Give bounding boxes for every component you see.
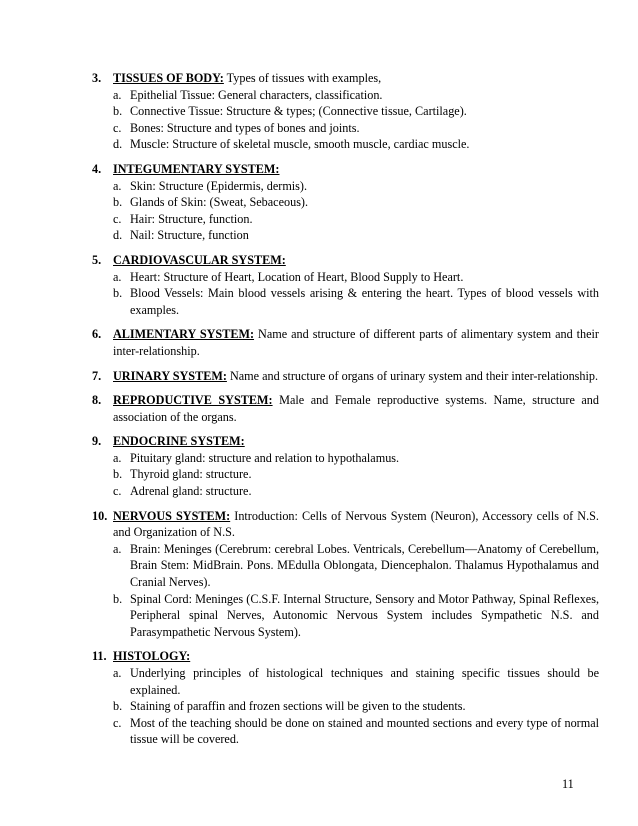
list-item [113, 591, 599, 641]
list-item-letter: d. [113, 137, 123, 152]
section-header [113, 70, 599, 87]
section-number: 8. [92, 393, 102, 408]
list-item [113, 87, 599, 104]
list-item-text: Muscle: Structure of skeletal muscle, smooth muscle, cardiac muscle. [130, 137, 470, 152]
section-heading: CARDIOVASCULAR SYSTEM: [113, 252, 286, 267]
section-header [113, 392, 599, 425]
list-item-letter: b. [113, 104, 123, 119]
list-item [113, 541, 599, 591]
section-heading: NERVOUS SYSTEM: [113, 508, 231, 523]
section-11 [92, 648, 599, 748]
list-item [113, 120, 599, 137]
list-item [113, 483, 599, 500]
list-item-letter: a. [113, 269, 122, 284]
section-number: 4. [92, 161, 102, 176]
list-item-letter: d. [113, 228, 123, 243]
list-item-letter: c. [113, 484, 122, 499]
section-header [113, 326, 599, 359]
section-number: 11. [92, 649, 107, 664]
section-number: 7. [92, 368, 102, 383]
list-item [113, 178, 599, 195]
list-item [113, 450, 599, 467]
section-number: 9. [92, 434, 102, 449]
list-item-text: Adrenal gland: structure. [130, 484, 252, 499]
section-10 [92, 508, 599, 641]
list-item-text: Skin: Structure (Epidermis, dermis). [130, 178, 308, 193]
list-item-text: Blood Vessels: Main blood vessels arising & entering the heart. Types of blood vessels with examples. [130, 286, 599, 317]
list-item [113, 227, 599, 244]
list-item-text: Spinal Cord: Meninges (C.S.F. Internal Structure, Sensory and Motor Pathway, Spinal Reflexes, Peripheral spinal Nerves, Autonomic Nervous System includes Sympathetic N.S. and Parasympathetic Nervous System). [130, 591, 599, 639]
list-item-letter: a. [113, 666, 122, 680]
list-item-letter: c. [113, 715, 122, 730]
section-heading: URINARY SYSTEM: [113, 368, 227, 383]
list-item-letter: c. [113, 211, 122, 226]
section-5 [92, 252, 599, 318]
section-header [113, 161, 599, 178]
section-7 [92, 368, 599, 385]
section-3 [92, 70, 599, 153]
section-heading: INTEGUMENTARY SYSTEM: [113, 161, 280, 176]
list-item-letter: a. [113, 178, 122, 193]
list-item-letter: a. [113, 450, 122, 465]
section-description: Male and Female reproductive systems. Name, structure and association of the organs. [113, 393, 599, 424]
list-item-letter: b. [113, 286, 123, 301]
section-9 [92, 433, 599, 499]
list-item-text: Epithelial Tissue: General characters, classification. [130, 87, 383, 102]
section-heading: ALIMENTARY SYSTEM: [113, 327, 255, 342]
list-item-text: Nail: Structure, function [130, 228, 249, 243]
page-number: 11 [562, 777, 574, 791]
section-8 [92, 392, 599, 425]
list-item-letter: b. [113, 195, 123, 210]
section-heading: HISTOLOGY: [113, 649, 191, 664]
section-header [113, 508, 599, 541]
section-header [113, 433, 599, 450]
list-item-text: Thyroid gland: structure. [130, 467, 252, 482]
list-item-text: Hair: Structure, function. [130, 211, 253, 226]
list-item [113, 466, 599, 483]
list-item [113, 103, 599, 120]
list-item [113, 665, 599, 698]
section-number: 10. [92, 508, 108, 523]
section-number: 6. [92, 327, 102, 342]
list-item-text: Glands of Skin: (Sweat, Sebaceous). [130, 195, 309, 210]
section-heading: REPRODUCTIVE SYSTEM: [113, 393, 273, 408]
list-item [113, 269, 599, 286]
list-item-letter: b. [113, 591, 123, 606]
list-item-text: Brain: Meninges (Cerebrum: cerebral Lobes. Ventricals, Cerebellum—Anatomy of Cerebellum, Brain Stem: MidBrain. Pons. MEdulla Oblongata, Diencephalon. Thalamus Hypothalamus and Cranial Nerves). [130, 541, 599, 590]
section-4 [92, 161, 599, 244]
section-description: Types of tissues with examples, [223, 71, 382, 85]
list-item-text: Pituitary gland: structure and relation to hypothalamus. [130, 450, 400, 465]
list-item [113, 211, 599, 228]
section-description: Introduction: Cells of Nervous System (Neuron), Accessory cells of N.S. and Organization of N.S. [113, 508, 599, 540]
list-item-letter: c. [113, 120, 122, 135]
list-item-letter: b. [113, 699, 123, 714]
section-heading: TISSUES OF BODY: [113, 71, 224, 85]
list-item-letter: a. [113, 541, 122, 556]
list-item-text: Connective Tissue: Structure & types; (Connective tissue, Cartilage). [130, 104, 467, 119]
syllabus-content [92, 70, 599, 756]
list-item-letter: b. [113, 467, 123, 482]
section-number: 3. [92, 71, 102, 85]
section-number: 5. [92, 252, 102, 267]
list-item [113, 698, 599, 715]
list-item-text: Most of the teaching should be done on stained and mounted sections and every type of normal tissue will be covered. [130, 715, 599, 747]
list-item-text: Staining of paraffin and frozen sections will be given to the students. [130, 699, 466, 714]
list-item-text: Underlying principles of histological techniques and staining specific tissues should be explained. [130, 666, 599, 697]
list-item-text: Heart: Structure of Heart, Location of Heart, Blood Supply to Heart. [130, 269, 464, 284]
list-item [113, 194, 599, 211]
section-header [113, 368, 599, 385]
section-description: Name and structure of different parts of alimentary system and their inter-relationship. [113, 327, 599, 358]
section-header [113, 648, 599, 665]
list-item [113, 285, 599, 318]
list-item [113, 136, 599, 153]
list-item [113, 715, 599, 748]
section-header [113, 252, 599, 269]
section-6 [92, 326, 599, 359]
section-description: Name and structure of organs of urinary system and their inter-relationship. [226, 368, 599, 383]
section-heading: ENDOCRINE SYSTEM: [113, 434, 245, 449]
list-item-text: Bones: Structure and types of bones and joints. [130, 120, 360, 135]
list-item-letter: a. [113, 87, 122, 102]
